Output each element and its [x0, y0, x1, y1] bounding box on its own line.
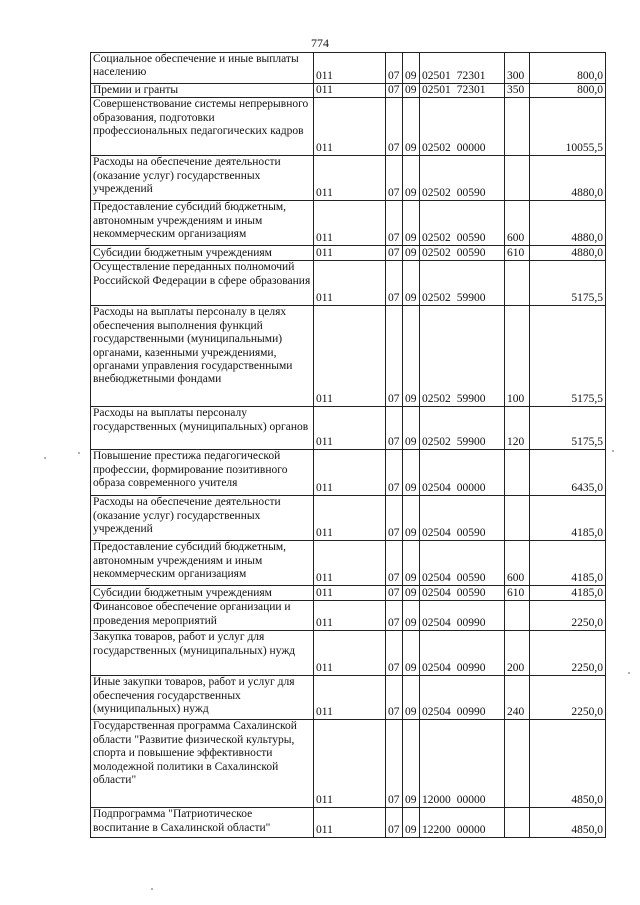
cell-name: Государственная программа Сахалинской области "Развитие физической культуры, спорта и повышение эффективности молодежной политики в Сахалинской области"	[91, 720, 314, 808]
cell-section: 07	[386, 407, 403, 450]
cell-ministry-code: 011	[314, 541, 386, 586]
program-code: 02501	[422, 69, 451, 82]
cell-sum: 10055,5	[530, 98, 606, 156]
cell-expense-type: 100	[505, 306, 530, 407]
cell-sum: 4185,0	[530, 586, 606, 601]
direction-code: 00590	[456, 527, 486, 539]
cell-target-article	[420, 84, 505, 98]
cell-section: 07	[386, 808, 403, 838]
direction-code: 00590	[456, 247, 486, 259]
cell-target-article	[420, 306, 505, 407]
cell-expense-type	[505, 261, 530, 306]
cell-section: 07	[386, 631, 403, 676]
table-row	[91, 261, 606, 306]
table-row	[91, 720, 606, 808]
cell-ministry-code: 011	[314, 720, 386, 808]
cell-ministry-code: 011	[314, 84, 386, 98]
program-code: 02504	[422, 482, 451, 494]
cell-subsection: 09	[403, 261, 420, 306]
cell-subsection: 09	[403, 84, 420, 98]
cell-target-article	[420, 156, 505, 201]
cell-sum: 4185,0	[530, 496, 606, 541]
table-row	[91, 53, 606, 84]
table-body	[91, 53, 606, 838]
cell-expense-type	[505, 156, 530, 201]
cell-target-article	[420, 601, 505, 631]
program-code: 02502	[422, 436, 451, 448]
cell-expense-type: 300	[505, 53, 530, 84]
direction-code: 00990	[456, 617, 486, 629]
program-code: 12000	[422, 794, 451, 806]
cell-section: 07	[386, 450, 403, 496]
cell-ministry-code: 011	[314, 808, 386, 838]
cell-section: 07	[386, 720, 403, 808]
cell-target-article	[420, 631, 505, 676]
cell-expense-type: 240	[505, 676, 530, 720]
cell-expense-type: 610	[505, 246, 530, 261]
cell-ministry-code: 011	[314, 201, 386, 246]
cell-sum: 4880,0	[530, 156, 606, 201]
direction-code: 72301	[456, 69, 486, 82]
table-row	[91, 306, 606, 407]
cell-sum: 4880,0	[530, 246, 606, 261]
program-code: 02504	[422, 572, 451, 584]
cell-expense-type	[505, 601, 530, 631]
cell-name: Расходы на выплаты персоналу в целях обеспечения выполнения функций государственными (муниципальными) органами, казенными учреждениями, органами управления государственными внебюджетными фондами	[91, 306, 314, 407]
cell-sum: 5175,5	[530, 306, 606, 407]
cell-name: Финансовое обеспечение организации и проведения мероприятий	[91, 601, 314, 631]
direction-code: 59900	[456, 436, 486, 448]
cell-target-article	[420, 407, 505, 450]
cell-subsection: 09	[403, 808, 420, 838]
cell-name: Субсидии бюджетным учреждениям	[91, 586, 314, 601]
cell-subsection: 09	[403, 601, 420, 631]
cell-name: Повышение престижа педагогической профессии, формирование позитивного образа современного учителя	[91, 450, 314, 496]
cell-subsection: 09	[403, 98, 420, 156]
cell-section: 07	[386, 98, 403, 156]
cell-subsection: 09	[403, 541, 420, 586]
cell-ministry-code: 011	[314, 53, 386, 84]
cell-subsection: 09	[403, 246, 420, 261]
cell-name: Предоставление субсидий бюджетным, автономным учреждениям и иным некоммерческим организациям	[91, 201, 314, 246]
table-row	[91, 541, 606, 586]
cell-sum: 4185,0	[530, 541, 606, 586]
cell-expense-type: 610	[505, 586, 530, 601]
cell-sum: 6435,0	[530, 450, 606, 496]
direction-code: 59900	[456, 393, 486, 405]
cell-name: Расходы на обеспечение деятельности (оказание услуг) государственных учреждений	[91, 156, 314, 201]
cell-name: Субсидии бюджетным учреждениям	[91, 246, 314, 261]
scan-speck	[78, 452, 80, 454]
direction-code: 00000	[456, 794, 486, 806]
cell-section: 07	[386, 586, 403, 601]
cell-name: Совершенствование системы непрерывного образования, подготовки профессиональных педагогических кадров	[91, 98, 314, 156]
cell-section: 07	[386, 541, 403, 586]
cell-target-article	[420, 201, 505, 246]
cell-subsection: 09	[403, 53, 420, 84]
program-code: 02502	[422, 142, 451, 154]
cell-expense-type: 200	[505, 631, 530, 676]
cell-ministry-code: 011	[314, 450, 386, 496]
cell-sum: 4880,0	[530, 201, 606, 246]
program-code: 02504	[422, 527, 451, 539]
cell-name: Закупка товаров, работ и услуг для государственных (муниципальных) нужд	[91, 631, 314, 676]
table-row	[91, 156, 606, 201]
budget-table	[90, 52, 606, 838]
cell-expense-type	[505, 808, 530, 838]
cell-expense-type: 120	[505, 407, 530, 450]
table-row	[91, 676, 606, 720]
cell-target-article	[420, 450, 505, 496]
cell-ministry-code: 011	[314, 586, 386, 601]
cell-target-article	[420, 676, 505, 720]
program-code: 02501	[422, 84, 451, 96]
direction-code: 00590	[456, 572, 486, 584]
table-row	[91, 407, 606, 450]
direction-code: 00590	[456, 187, 486, 199]
direction-code: 72301	[456, 84, 486, 96]
cell-expense-type	[505, 450, 530, 496]
program-code: 02502	[422, 247, 451, 259]
cell-expense-type: 350	[505, 84, 530, 98]
cell-target-article	[420, 53, 505, 84]
cell-sum: 800,0	[530, 84, 606, 98]
cell-section: 07	[386, 201, 403, 246]
program-code: 12200	[422, 824, 451, 836]
cell-ministry-code: 011	[314, 246, 386, 261]
cell-name: Социальное обеспечение и иные выплаты населению	[91, 53, 314, 84]
cell-subsection: 09	[403, 201, 420, 246]
cell-sum: 4850,0	[530, 808, 606, 838]
cell-expense-type: 600	[505, 541, 530, 586]
program-code: 02502	[422, 292, 451, 304]
direction-code: 00000	[456, 142, 486, 154]
cell-subsection: 09	[403, 450, 420, 496]
cell-section: 07	[386, 496, 403, 541]
cell-subsection: 09	[403, 631, 420, 676]
direction-code: 00000	[456, 482, 486, 494]
cell-sum: 4850,0	[530, 720, 606, 808]
cell-section: 07	[386, 676, 403, 720]
cell-name: Расходы на выплаты персоналу государственных (муниципальных) органов	[91, 407, 314, 450]
program-code: 02504	[422, 617, 451, 629]
table-row	[91, 586, 606, 601]
table-row	[91, 631, 606, 676]
scan-speck	[151, 888, 153, 890]
cell-ministry-code: 011	[314, 601, 386, 631]
direction-code: 00990	[456, 662, 486, 674]
cell-subsection: 09	[403, 407, 420, 450]
page-number: 774	[311, 36, 329, 50]
cell-expense-type: 600	[505, 201, 530, 246]
table-row	[91, 496, 606, 541]
table-row	[91, 601, 606, 631]
cell-target-article	[420, 720, 505, 808]
direction-code: 00590	[456, 232, 486, 244]
table-row	[91, 201, 606, 246]
cell-subsection: 09	[403, 586, 420, 601]
cell-name: Премии и гранты	[91, 84, 314, 98]
cell-target-article	[420, 98, 505, 156]
direction-code: 00990	[456, 706, 486, 718]
cell-ministry-code: 011	[314, 98, 386, 156]
table-row	[91, 808, 606, 838]
cell-sum: 800,0	[530, 53, 606, 84]
cell-ministry-code: 011	[314, 631, 386, 676]
cell-name: Осуществление переданных полномочий Российской Федерации в сфере образования	[91, 261, 314, 306]
cell-sum: 2250,0	[530, 676, 606, 720]
cell-target-article	[420, 246, 505, 261]
cell-section: 07	[386, 53, 403, 84]
table-row	[91, 450, 606, 496]
program-code: 02502	[422, 232, 451, 244]
cell-target-article	[420, 496, 505, 541]
cell-subsection: 09	[403, 496, 420, 541]
cell-sum: 5175,5	[530, 261, 606, 306]
cell-subsection: 09	[403, 306, 420, 407]
cell-sum: 2250,0	[530, 631, 606, 676]
cell-ministry-code: 011	[314, 407, 386, 450]
scan-speck	[628, 672, 630, 674]
cell-expense-type	[505, 496, 530, 541]
cell-expense-type	[505, 720, 530, 808]
cell-section: 07	[386, 601, 403, 631]
cell-target-article	[420, 586, 505, 601]
cell-ministry-code: 011	[314, 156, 386, 201]
program-code: 02504	[422, 662, 451, 674]
cell-name: Подпрограмма "Патриотическое воспитание в Сахалинской области"	[91, 808, 314, 838]
cell-section: 07	[386, 306, 403, 407]
cell-section: 07	[386, 261, 403, 306]
table-row	[91, 84, 606, 98]
cell-name: Предоставление субсидий бюджетным, автономным учреждениям и иным некоммерческим организациям	[91, 541, 314, 586]
table-row	[91, 246, 606, 261]
scan-speck	[44, 457, 46, 459]
cell-sum: 2250,0	[530, 601, 606, 631]
table-row	[91, 98, 606, 156]
cell-sum: 5175,5	[530, 407, 606, 450]
cell-subsection: 09	[403, 676, 420, 720]
cell-section: 07	[386, 156, 403, 201]
direction-code: 59900	[456, 292, 486, 304]
cell-ministry-code: 011	[314, 306, 386, 407]
cell-target-article	[420, 808, 505, 838]
cell-target-article	[420, 541, 505, 586]
cell-target-article	[420, 261, 505, 306]
program-code: 02504	[422, 587, 451, 599]
cell-subsection: 09	[403, 720, 420, 808]
cell-section: 07	[386, 84, 403, 98]
program-code: 02504	[422, 706, 451, 718]
direction-code: 00590	[456, 587, 486, 599]
cell-section: 07	[386, 246, 403, 261]
cell-ministry-code: 011	[314, 496, 386, 541]
cell-ministry-code: 011	[314, 261, 386, 306]
cell-name: Иные закупки товаров, работ и услуг для обеспечения государственных (муниципальных) нужд	[91, 676, 314, 720]
scan-speck	[612, 450, 614, 452]
cell-expense-type	[505, 98, 530, 156]
cell-ministry-code: 011	[314, 676, 386, 720]
direction-code: 00000	[456, 824, 486, 836]
cell-subsection: 09	[403, 156, 420, 201]
program-code: 02502	[422, 393, 451, 405]
cell-name: Расходы на обеспечение деятельности (оказание услуг) государственных учреждений	[91, 496, 314, 541]
program-code: 02502	[422, 187, 451, 199]
